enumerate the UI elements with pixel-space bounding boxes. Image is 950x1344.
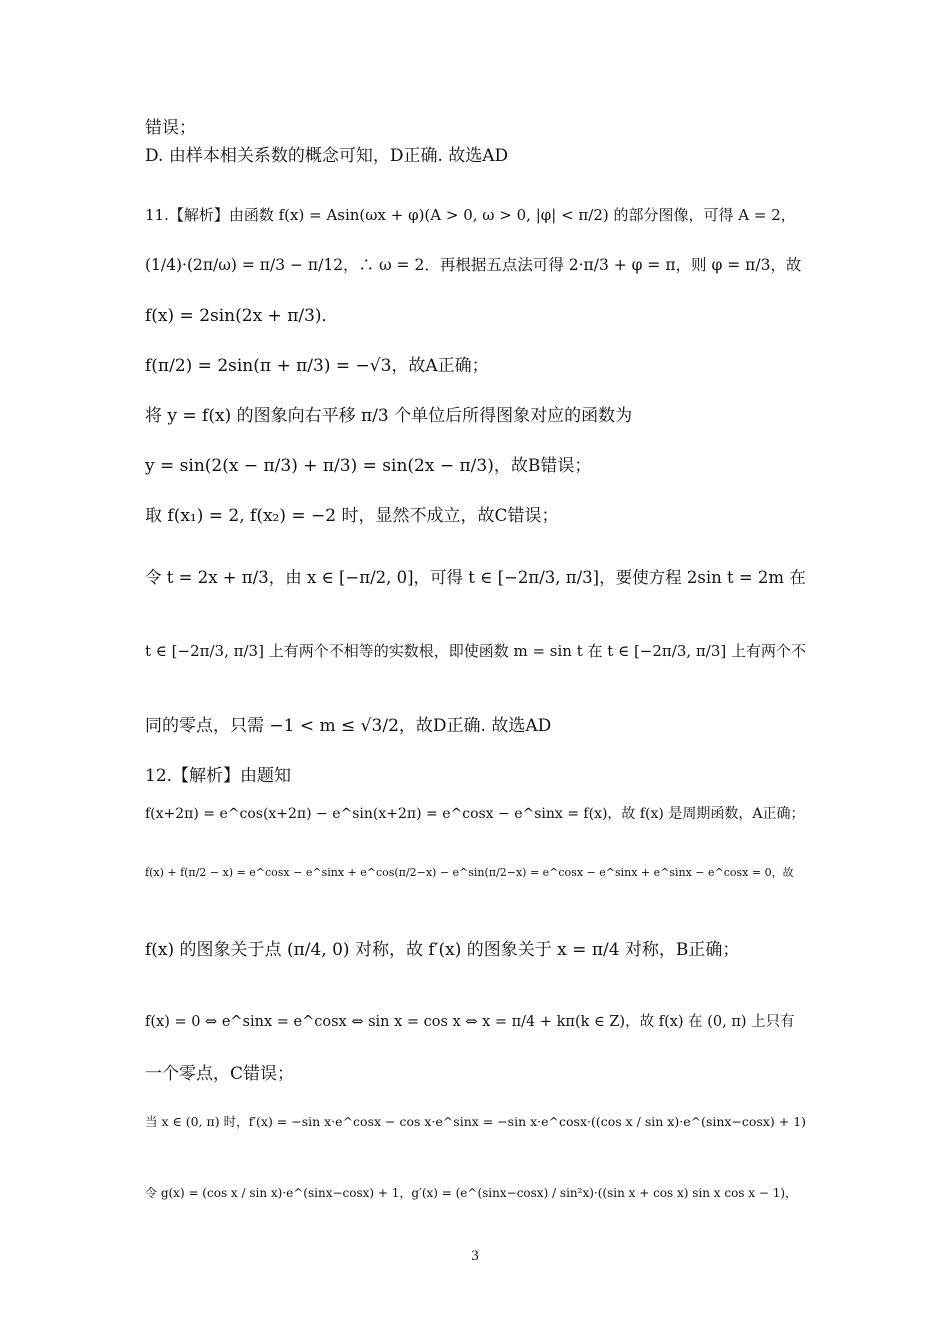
text-line-3: 11.【解析】由函数 f(x) = Asin(ωx + φ)(A > 0, ω > 0, |φ| < π/2) 的部分图像，可得 A = 2，: [145, 206, 796, 224]
text-line-2: D. 由样本相关系数的概念可知，D正确. 故选AD: [145, 146, 509, 166]
page-number: 3: [471, 1248, 479, 1264]
text-line-18: 一个零点，C错误；: [145, 1064, 295, 1084]
text-line-16: f(x) 的图象关于点 (π/4, 0) 对称，故 f′(x) 的图象关于 x = π/4 对称，B正确；: [145, 940, 740, 960]
text-line-1: 错误；: [145, 118, 196, 138]
text-line-15: f(x) + f(π/2 − x) = e^cosx − e^sinx + e^cos(π/2−x) − e^sin(π/2−x) = e^cosx − e^sinx + e^sinx − e^cosx = 0，故: [145, 866, 794, 879]
text-line-13: 12.【解析】由题知: [145, 766, 292, 786]
text-line-4: (1/4)·(2π/ω) = π/3 − π/12，∴ ω = 2．再根据五点法可得 2·π/3 + φ = π，则 φ = π/3，故: [145, 256, 802, 274]
text-line-12: 同的零点，只需 −1 < m ≤ √3/2，故D正确. 故选AD: [145, 716, 552, 736]
text-line-19: 当 x ∈ (0, π) 时，f′(x) = −sin x·e^cosx − cos x·e^sinx = −sin x·e^cosx·((cos x / sin x)·e^(sinx−cosx) + 1): [145, 1114, 807, 1129]
text-line-9: 取 f(x₁) = 2, f(x₂) = −2 时，显然不成立，故C错误；: [145, 506, 559, 526]
text-line-10: 令 t = 2x + π/3，由 x ∈ [−π/2, 0]，可得 t ∈ [−2π/3, π/3]，要使方程 2sin t = 2m 在: [145, 568, 806, 587]
text-line-17: f(x) = 0 ⇔ e^sinx = e^cosx ⇔ sin x = cos x ⇔ x = π/4 + kπ(k ∈ Z)，故 f(x) 在 (0, π) 上只有: [145, 1014, 795, 1030]
text-line-6: f(π/2) = 2sin(π + π/3) = −√3，故A正确；: [145, 356, 489, 376]
text-line-5: f(x) = 2sin(2x + π/3)．: [145, 306, 339, 326]
text-line-14: f(x+2π) = e^cos(x+2π) − e^sin(x+2π) = e^cosx − e^sinx = f(x)，故 f(x) 是周期函数，A正确；: [145, 806, 805, 822]
text-line-11: t ∈ [−2π/3, π/3] 上有两个不相等的实数根，即使函数 m = sin t 在 t ∈ [−2π/3, π/3] 上有两个不: [145, 642, 806, 660]
text-line-7: 将 y = f(x) 的图象向右平移 π/3 个单位后所得图象对应的函数为: [145, 406, 633, 426]
text-line-20: 令 g(x) = (cos x / sin x)·e^(sinx−cosx) + 1，g′(x) = (e^(sinx−cosx) / sin²x)·((sin x + cos x) sin x cos x − 1)，: [145, 1186, 798, 1200]
text-line-8: y = sin(2(x − π/3) + π/3) = sin(2x − π/3)，故B错误；: [145, 456, 592, 476]
